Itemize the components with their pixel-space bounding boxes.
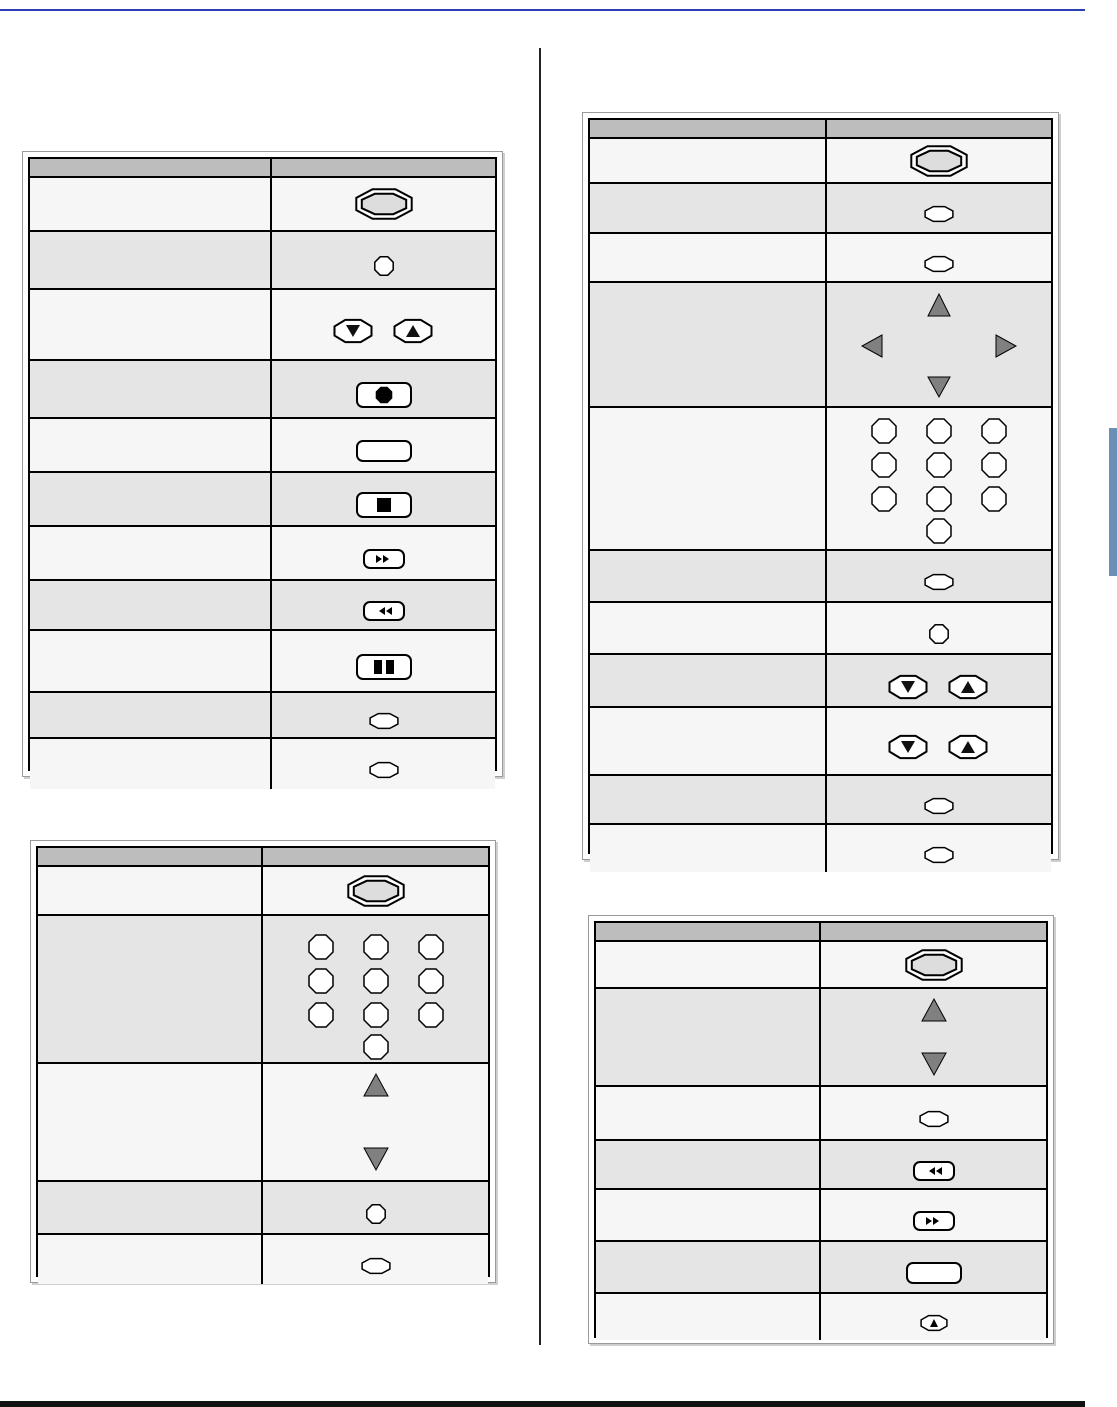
button-cell bbox=[827, 551, 1051, 601]
button-cell bbox=[263, 916, 488, 1062]
button-cell bbox=[821, 942, 1046, 987]
table-row bbox=[596, 989, 1046, 1087]
button-cell bbox=[263, 867, 488, 914]
table-row bbox=[590, 776, 1051, 825]
table-row bbox=[30, 527, 495, 581]
table-header bbox=[596, 923, 1046, 942]
table-row bbox=[590, 603, 1051, 655]
header-rule bbox=[0, 9, 1085, 11]
table-row bbox=[596, 1141, 1046, 1190]
rewind-button-icon[interactable] bbox=[363, 601, 405, 621]
table-row bbox=[38, 1182, 488, 1235]
small-round-button-icon[interactable] bbox=[372, 254, 396, 278]
button-cell bbox=[827, 139, 1051, 182]
rewind-button-icon[interactable] bbox=[913, 1161, 955, 1181]
table-header bbox=[30, 159, 495, 178]
table-row bbox=[596, 1190, 1046, 1242]
table-row bbox=[30, 473, 495, 527]
button-cell bbox=[821, 1141, 1046, 1188]
table-row bbox=[30, 693, 495, 739]
table-row bbox=[590, 551, 1051, 603]
table-row bbox=[30, 419, 495, 473]
table-row bbox=[30, 232, 495, 290]
table-frame bbox=[588, 118, 1053, 854]
column-divider bbox=[539, 48, 541, 1345]
direction-pad-icon[interactable] bbox=[859, 291, 1019, 399]
button-cell bbox=[827, 708, 1051, 774]
header-divider bbox=[270, 159, 272, 176]
header-divider bbox=[819, 923, 821, 940]
table-frame bbox=[36, 846, 490, 1277]
table-row bbox=[590, 139, 1051, 184]
button-cell bbox=[827, 603, 1051, 653]
down-up-button-pair-icon[interactable] bbox=[887, 734, 991, 760]
table-header bbox=[590, 120, 1051, 139]
button-cell bbox=[821, 1294, 1046, 1340]
table-frame bbox=[594, 921, 1048, 1338]
fast-forward-button-icon[interactable] bbox=[363, 549, 405, 569]
remote-button-table-right-bottom bbox=[588, 915, 1054, 1344]
table-row bbox=[590, 408, 1051, 551]
button-cell bbox=[272, 581, 495, 629]
button-cell bbox=[827, 825, 1051, 872]
button-cell bbox=[821, 1190, 1046, 1240]
small-oval-button-icon[interactable] bbox=[922, 796, 956, 816]
button-cell bbox=[272, 419, 495, 471]
header-divider bbox=[825, 120, 827, 137]
pause-button-icon[interactable] bbox=[356, 654, 412, 680]
button-cell bbox=[821, 989, 1046, 1085]
small-oval-button-icon[interactable] bbox=[922, 845, 956, 865]
button-cell bbox=[272, 361, 495, 417]
table-row bbox=[596, 1294, 1046, 1340]
fast-forward-button-icon[interactable] bbox=[913, 1211, 955, 1231]
table-row bbox=[30, 631, 495, 693]
table-row bbox=[38, 916, 488, 1064]
table-row bbox=[596, 1087, 1046, 1141]
table-row bbox=[30, 581, 495, 631]
table-row bbox=[596, 1242, 1046, 1294]
stop-button-icon[interactable] bbox=[356, 492, 412, 518]
numeric-keypad-icon[interactable] bbox=[306, 933, 446, 1057]
header-divider bbox=[261, 848, 263, 865]
remote-button-table-left-top bbox=[22, 151, 503, 777]
table-row bbox=[30, 290, 495, 361]
small-oval-button-icon[interactable] bbox=[367, 711, 401, 731]
table-row bbox=[590, 184, 1051, 234]
up-down-arrows-icon[interactable] bbox=[361, 1072, 391, 1172]
button-cell bbox=[272, 232, 495, 288]
mode-oval-button-icon[interactable] bbox=[902, 948, 966, 982]
table-row bbox=[590, 234, 1051, 283]
small-oval-button-icon[interactable] bbox=[922, 204, 956, 224]
small-oval-button-icon[interactable] bbox=[359, 1256, 393, 1276]
button-cell bbox=[827, 408, 1051, 549]
mode-oval-button-icon[interactable] bbox=[352, 187, 416, 221]
button-cell bbox=[821, 1242, 1046, 1292]
table-row bbox=[590, 655, 1051, 708]
small-oval-button-icon[interactable] bbox=[922, 572, 956, 592]
small-oval-button-icon[interactable] bbox=[922, 254, 956, 274]
small-oval-button-icon[interactable] bbox=[367, 760, 401, 780]
footer-rule bbox=[0, 1401, 1085, 1407]
play-button-icon[interactable] bbox=[906, 1262, 962, 1284]
button-cell bbox=[272, 631, 495, 691]
section-tab bbox=[1109, 428, 1117, 576]
mode-oval-button-icon[interactable] bbox=[907, 144, 971, 178]
table-row bbox=[30, 178, 495, 232]
table-row bbox=[596, 942, 1046, 989]
button-cell bbox=[827, 234, 1051, 281]
down-up-button-pair-icon[interactable] bbox=[887, 674, 991, 700]
table-row bbox=[30, 361, 495, 419]
remote-button-table-left-bottom bbox=[30, 840, 496, 1283]
remote-button-table-right-top bbox=[582, 112, 1059, 860]
small-round-button-icon[interactable] bbox=[364, 1202, 388, 1226]
button-cell bbox=[272, 178, 495, 230]
button-cell bbox=[827, 283, 1051, 406]
button-cell bbox=[272, 527, 495, 579]
table-row bbox=[590, 825, 1051, 872]
down-up-button-pair-icon[interactable] bbox=[332, 318, 436, 344]
eject-button-icon[interactable] bbox=[918, 1313, 950, 1333]
up-down-arrows-icon[interactable] bbox=[919, 997, 949, 1077]
button-cell bbox=[263, 1182, 488, 1233]
button-cell bbox=[272, 473, 495, 525]
small-round-button-icon[interactable] bbox=[927, 622, 951, 646]
table-row bbox=[590, 283, 1051, 408]
small-oval-button-icon[interactable] bbox=[917, 1109, 951, 1129]
table-header bbox=[38, 848, 488, 867]
button-cell bbox=[263, 1064, 488, 1180]
table-row bbox=[38, 867, 488, 916]
table-row bbox=[590, 708, 1051, 776]
table-row bbox=[38, 1064, 488, 1182]
button-cell bbox=[827, 184, 1051, 232]
button-cell bbox=[272, 693, 495, 737]
button-cell bbox=[827, 776, 1051, 823]
table-frame bbox=[28, 157, 497, 771]
record-button-icon[interactable] bbox=[356, 382, 412, 408]
button-cell bbox=[272, 290, 495, 359]
numeric-keypad-icon[interactable] bbox=[869, 417, 1009, 541]
table-row bbox=[30, 739, 495, 789]
play-button-icon[interactable] bbox=[356, 440, 412, 462]
button-cell bbox=[272, 739, 495, 789]
button-cell bbox=[827, 655, 1051, 706]
button-cell bbox=[821, 1087, 1046, 1139]
table-row bbox=[38, 1235, 488, 1284]
button-cell bbox=[263, 1235, 488, 1284]
mode-oval-button-icon[interactable] bbox=[344, 874, 408, 908]
